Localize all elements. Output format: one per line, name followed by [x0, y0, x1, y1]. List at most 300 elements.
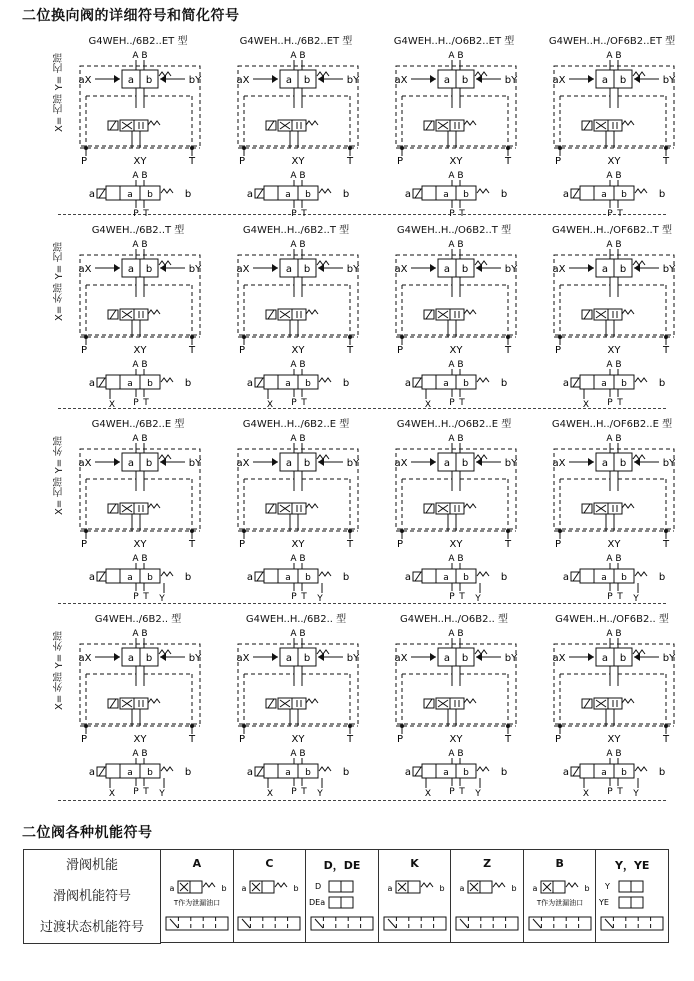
port-label-ab: A B [606, 629, 622, 639]
port-label-t: T [301, 209, 307, 219]
port-label-ab: A B [448, 360, 464, 370]
pilot-label-by: bY [662, 653, 676, 664]
port-label-p: P [449, 398, 455, 408]
spool-label-b: b [511, 883, 517, 893]
spring-icon [306, 699, 318, 703]
spool-label-b: b [147, 190, 153, 200]
spool-label-a: a [285, 458, 293, 469]
function-name: Z [483, 856, 492, 870]
port-label-ab: A B [606, 554, 622, 564]
spool-label-a: a [88, 767, 96, 778]
spool-label-b: b [461, 264, 469, 275]
transition-box [384, 917, 446, 930]
port-label-t: T [301, 787, 307, 797]
pilot-valve-box [608, 309, 622, 320]
function-row-labels [24, 850, 161, 944]
spool-label-b: b [463, 573, 469, 583]
spring-icon [493, 883, 505, 887]
pilot-valve-box [608, 503, 622, 514]
port-label-p: P [80, 734, 88, 745]
spool-label-b: b [145, 264, 153, 275]
function-sublabel: DEa [308, 897, 326, 907]
row-label-symbol: 滑阀机能符号 [53, 889, 132, 904]
valve-symbol-cell [378, 221, 530, 411]
spool-label-a: a [562, 767, 570, 778]
spool-label-b: b [619, 458, 627, 469]
port-label-t: T [143, 787, 149, 797]
port-label-ab: A B [448, 51, 464, 61]
spring-icon [317, 72, 329, 76]
pilot-label-by: bY [346, 458, 360, 469]
spool-label-a: a [285, 190, 291, 200]
spring-icon [148, 121, 160, 125]
function-col-b [523, 850, 596, 943]
pilot-label-by: bY [346, 653, 360, 664]
function-note: T作为泄漏油口 [173, 898, 220, 907]
port-label-xy: XY [291, 734, 305, 745]
pilot-valve-box [134, 120, 148, 131]
port-label-y: Y [159, 594, 165, 604]
spool-label-a: a [285, 653, 293, 664]
spring-icon [566, 883, 578, 887]
spring-icon [464, 504, 476, 508]
spring-icon [317, 261, 329, 265]
port-label-p: P [607, 209, 613, 219]
port-label-x: X [108, 789, 116, 799]
valve-schematic [536, 610, 688, 800]
port-label-ab: A B [290, 434, 306, 444]
spring-icon [159, 650, 171, 654]
spool-label-b: b [658, 189, 666, 200]
spool-label-a: a [532, 883, 538, 893]
pilot-label-ax: aX [236, 75, 250, 86]
spool-label-a: a [562, 189, 570, 200]
pilot-label-ax: aX [236, 458, 250, 469]
port-label-x: X [424, 789, 432, 799]
port-label-t: T [504, 539, 512, 550]
port-label-y: Y [317, 594, 323, 604]
spool-label-a: a [562, 572, 570, 583]
spring-icon [635, 572, 647, 576]
spool-label-a: a [127, 653, 135, 664]
transition-box [238, 917, 300, 930]
pilot-label-by: bY [188, 653, 202, 664]
valve-schematic [536, 221, 688, 411]
pilot-label-ax: aX [552, 264, 566, 275]
pilot-label-ax: aX [78, 75, 92, 86]
port-label-p: P [554, 734, 562, 745]
spool-label-b: b [461, 458, 469, 469]
spool-label-b: b [438, 883, 445, 893]
port-label-p: P [554, 156, 562, 167]
spring-icon [635, 767, 647, 771]
spring-icon [475, 650, 487, 654]
valve-symbol-cell [220, 415, 372, 605]
spool-label-a: a [443, 768, 449, 778]
spring-icon [317, 455, 329, 459]
spool-label-b: b [461, 75, 469, 86]
function-box [329, 897, 341, 908]
pilot-label-ax: aX [552, 653, 566, 664]
function-col-y [596, 850, 669, 943]
spool-label-a: a [443, 190, 449, 200]
model-label: G4WEH..H../OF6B2.. 型 [555, 614, 669, 625]
spool-label-b: b [658, 572, 666, 583]
simple-box [264, 764, 278, 778]
port-label-y: Y [159, 789, 165, 799]
pilot-valve-box [450, 698, 464, 709]
simple-box [264, 186, 278, 200]
port-label-xy: XY [449, 539, 463, 550]
port-label-y: Y [633, 594, 639, 604]
port-label-y: Y [475, 789, 481, 799]
spring-icon [306, 310, 318, 314]
pilot-label-by: bY [662, 458, 676, 469]
port-label-t: T [504, 156, 512, 167]
arrow-icon [272, 75, 278, 83]
spool-label-a: a [601, 75, 609, 86]
model-label: G4WEH..H../O6B2..T 型 [396, 225, 512, 236]
simple-box [580, 764, 594, 778]
row-separator [58, 800, 666, 801]
model-label: G4WEH..H../OF6B2..ET 型 [548, 36, 676, 47]
pilot-label-ax: aX [78, 653, 92, 664]
spool-label-a: a [127, 379, 133, 389]
simple-box [422, 764, 436, 778]
simple-box [106, 764, 120, 778]
arrow-icon [272, 653, 278, 661]
function-symbol [307, 875, 377, 933]
spool-label-a: a [246, 572, 254, 583]
arrow-icon [476, 75, 482, 83]
pilot-label-ax: aX [394, 653, 408, 664]
section-title-functions: 二位阀各种机能符号 [22, 825, 153, 841]
port-label-ab: A B [606, 240, 622, 250]
spool-label-a: a [443, 653, 451, 664]
port-label-t: T [143, 209, 149, 219]
function-col-c [233, 850, 306, 943]
spool-label-a: a [88, 572, 96, 583]
port-label-p: P [554, 345, 562, 356]
config-side-label: X= 外部 Y= 内部 [54, 241, 65, 321]
spring-icon [159, 72, 171, 76]
arrow-icon [114, 653, 120, 661]
arrow-icon [634, 75, 640, 83]
port-label-p: P [396, 734, 404, 745]
valve-symbol-cell [378, 610, 530, 800]
valve-symbol-cell [536, 610, 688, 800]
port-label-y: Y [317, 789, 323, 799]
spool-label-b: b [184, 378, 192, 389]
port-label-xy: XY [291, 156, 305, 167]
port-label-t: T [346, 156, 354, 167]
port-label-p: P [291, 787, 297, 797]
valve-symbol-cell [220, 221, 372, 411]
simple-box [264, 375, 278, 389]
arrow-icon [114, 75, 120, 83]
row-label-transition: 过渡状态机能符号 [40, 920, 145, 935]
port-label-xy: XY [607, 345, 621, 356]
spring-icon [306, 121, 318, 125]
function-box [329, 881, 341, 892]
port-label-x: X [266, 789, 274, 799]
function-col-k [378, 850, 451, 943]
spool-label-b: b [145, 75, 153, 86]
spool-label-b: b [342, 189, 350, 200]
spool-label-b: b [303, 653, 311, 664]
port-label-t: T [662, 345, 670, 356]
valve-schematic [378, 32, 530, 222]
spring-icon [148, 310, 160, 314]
port-label-ab: A B [290, 554, 306, 564]
port-label-ab: A B [448, 434, 464, 444]
valve-symbol-cell [62, 221, 214, 411]
port-label-xy: XY [133, 345, 147, 356]
simple-box [422, 569, 436, 583]
port-label-ab: A B [132, 629, 148, 639]
spring-icon [464, 699, 476, 703]
spool-label-a: a [562, 378, 570, 389]
arrow-icon [160, 653, 166, 661]
port-label-t: T [188, 156, 196, 167]
port-label-ab: A B [132, 360, 148, 370]
spring-icon [203, 883, 215, 887]
arrow-icon [634, 458, 640, 466]
spool-label-b: b [342, 572, 350, 583]
model-label: G4WEH..H../O6B2..E 型 [396, 419, 512, 430]
spring-icon [475, 455, 487, 459]
spool-label-b: b [221, 883, 227, 893]
spool-label-a: a [601, 653, 609, 664]
pilot-valve-box [292, 120, 306, 131]
function-box [619, 881, 631, 892]
arrow-icon [272, 458, 278, 466]
spool-label-a: a [387, 883, 392, 893]
spool-label-b: b [621, 573, 627, 583]
spring-icon [475, 261, 487, 265]
port-label-t: T [459, 209, 465, 219]
port-label-xy: XY [607, 539, 621, 550]
pilot-label-ax: aX [552, 458, 566, 469]
function-symbol [380, 875, 450, 933]
spool-label-b: b [621, 379, 627, 389]
arrow-icon [430, 458, 436, 466]
port-label-p: P [396, 345, 404, 356]
transition-box [456, 917, 518, 930]
model-label: G4WEH../6B2.. 型 [94, 614, 182, 625]
valve-schematic [62, 32, 214, 222]
port-label-p: P [291, 209, 297, 219]
port-label-t: T [301, 592, 307, 602]
function-name: B [555, 856, 564, 870]
function-symbol [162, 875, 232, 933]
port-label-t: T [617, 787, 623, 797]
port-label-ab: A B [448, 171, 464, 181]
function-note: T作为泄漏油口 [536, 898, 583, 907]
spring-icon [622, 121, 634, 125]
spool-label-b: b [303, 264, 311, 275]
spool-label-a: a [127, 768, 133, 778]
port-label-t: T [188, 539, 196, 550]
config-side-label: X= 外部 Y= 外部 [54, 630, 65, 710]
function-box [480, 881, 492, 893]
spool-label-a: a [285, 573, 291, 583]
pilot-label-ax: aX [394, 75, 408, 86]
spring-icon [477, 189, 489, 193]
simple-box [106, 569, 120, 583]
spool-label-b: b [461, 653, 469, 664]
arrow-icon [634, 653, 640, 661]
model-label: G4WEH../6B2..ET 型 [88, 36, 188, 47]
spring-icon [161, 189, 173, 193]
port-label-t: T [346, 734, 354, 745]
port-label-t: T [459, 592, 465, 602]
port-label-t: T [617, 209, 623, 219]
function-box [341, 881, 353, 892]
port-label-p: P [449, 787, 455, 797]
spool-label-b: b [619, 264, 627, 275]
port-label-p: P [396, 156, 404, 167]
model-label: G4WEH..H../OF6B2..T 型 [552, 225, 672, 236]
spool-label-a: a [127, 573, 133, 583]
port-label-p: P [396, 539, 404, 550]
port-label-t: T [662, 156, 670, 167]
spring-icon [635, 378, 647, 382]
arrow-icon [430, 75, 436, 83]
spring-icon [633, 261, 645, 265]
valve-symbol-cell [536, 32, 688, 222]
port-label-p: P [133, 592, 139, 602]
port-label-t: T [662, 539, 670, 550]
spool-label-b: b [463, 768, 469, 778]
spool-label-a: a [88, 378, 96, 389]
spool-label-a: a [127, 190, 133, 200]
spool-label-a: a [601, 458, 609, 469]
port-label-p: P [238, 156, 246, 167]
spring-icon [159, 261, 171, 265]
spool-label-b: b [147, 379, 153, 389]
spring-icon [622, 699, 634, 703]
spool-label-b: b [619, 653, 627, 664]
model-label: G4WEH..H../O6B2.. 型 [399, 614, 509, 625]
config-side-label: X= 内部 Y= 内部 [54, 52, 65, 132]
spring-icon [464, 310, 476, 314]
config-side-label: X= 内部 Y= 外部 [54, 435, 65, 515]
port-label-p: P [607, 592, 613, 602]
function-name: D，DE [323, 858, 361, 872]
port-label-t: T [459, 787, 465, 797]
arrow-icon [476, 653, 482, 661]
arrow-icon [476, 458, 482, 466]
spring-icon [148, 504, 160, 508]
arrow-icon [318, 653, 324, 661]
spool-label-b: b [463, 379, 469, 389]
valve-symbol-cell [220, 32, 372, 222]
spool-label-b: b [658, 767, 666, 778]
pilot-valve-box [134, 503, 148, 514]
spool-label-a: a [601, 190, 607, 200]
port-label-xy: XY [449, 156, 463, 167]
simple-box [422, 186, 436, 200]
port-label-p: P [449, 209, 455, 219]
port-label-p: P [291, 398, 297, 408]
spool-label-b: b [500, 572, 508, 583]
pilot-valve-box [608, 120, 622, 131]
spool-label-b: b [500, 378, 508, 389]
model-label: G4WEH../6B2..E 型 [91, 419, 185, 430]
port-label-p: P [607, 787, 613, 797]
pilot-label-by: bY [188, 458, 202, 469]
spool-label-a: a [285, 768, 291, 778]
function-box [190, 881, 202, 893]
pilot-valve-box [134, 309, 148, 320]
port-label-ab: A B [132, 434, 148, 444]
port-label-p: P [291, 592, 297, 602]
model-label: G4WEH..H../6B2..E 型 [242, 419, 350, 430]
valve-schematic [62, 415, 214, 605]
spool-label-a: a [127, 75, 135, 86]
port-label-ab: A B [606, 360, 622, 370]
spring-icon [319, 189, 331, 193]
pilot-valve-box [292, 309, 306, 320]
port-label-xy: XY [291, 539, 305, 550]
port-label-ab: A B [132, 240, 148, 250]
port-label-ab: A B [132, 51, 148, 61]
port-label-xy: XY [133, 156, 147, 167]
model-label: G4WEH..H../6B2..ET 型 [239, 36, 353, 47]
spool-label-a: a [443, 573, 449, 583]
arrow-icon [476, 264, 482, 272]
spring-icon [319, 767, 331, 771]
pilot-label-by: bY [346, 264, 360, 275]
spool-label-a: a [246, 378, 254, 389]
spool-label-a: a [404, 572, 412, 583]
spool-label-a: a [246, 767, 254, 778]
spool-label-a: a [285, 264, 293, 275]
transition-box [529, 917, 591, 930]
function-box [631, 897, 643, 908]
port-label-xy: XY [607, 156, 621, 167]
function-sublabel: D [314, 881, 322, 891]
spool-label-b: b [584, 883, 590, 893]
arrow-icon [430, 653, 436, 661]
function-sublabel: YE [599, 897, 610, 907]
simple-box [106, 375, 120, 389]
valve-schematic [220, 415, 372, 605]
spool-label-b: b [619, 75, 627, 86]
spring-icon [477, 572, 489, 576]
pilot-valve-box [292, 698, 306, 709]
port-label-ab: A B [290, 171, 306, 181]
spring-icon [161, 572, 173, 576]
valve-schematic [536, 415, 688, 605]
spool-label-b: b [621, 768, 627, 778]
function-symbol [597, 875, 667, 933]
port-label-p: P [80, 539, 88, 550]
simple-box [106, 186, 120, 200]
arrow-icon [588, 653, 594, 661]
port-label-p: P [554, 539, 562, 550]
pilot-label-ax: aX [78, 264, 92, 275]
port-label-ab: A B [132, 171, 148, 181]
pilot-label-by: bY [504, 458, 518, 469]
function-name: A [192, 856, 202, 870]
spool-label-b: b [303, 75, 311, 86]
arrow-icon [588, 458, 594, 466]
spring-icon [159, 455, 171, 459]
port-label-p: P [238, 734, 246, 745]
function-box [631, 881, 643, 892]
